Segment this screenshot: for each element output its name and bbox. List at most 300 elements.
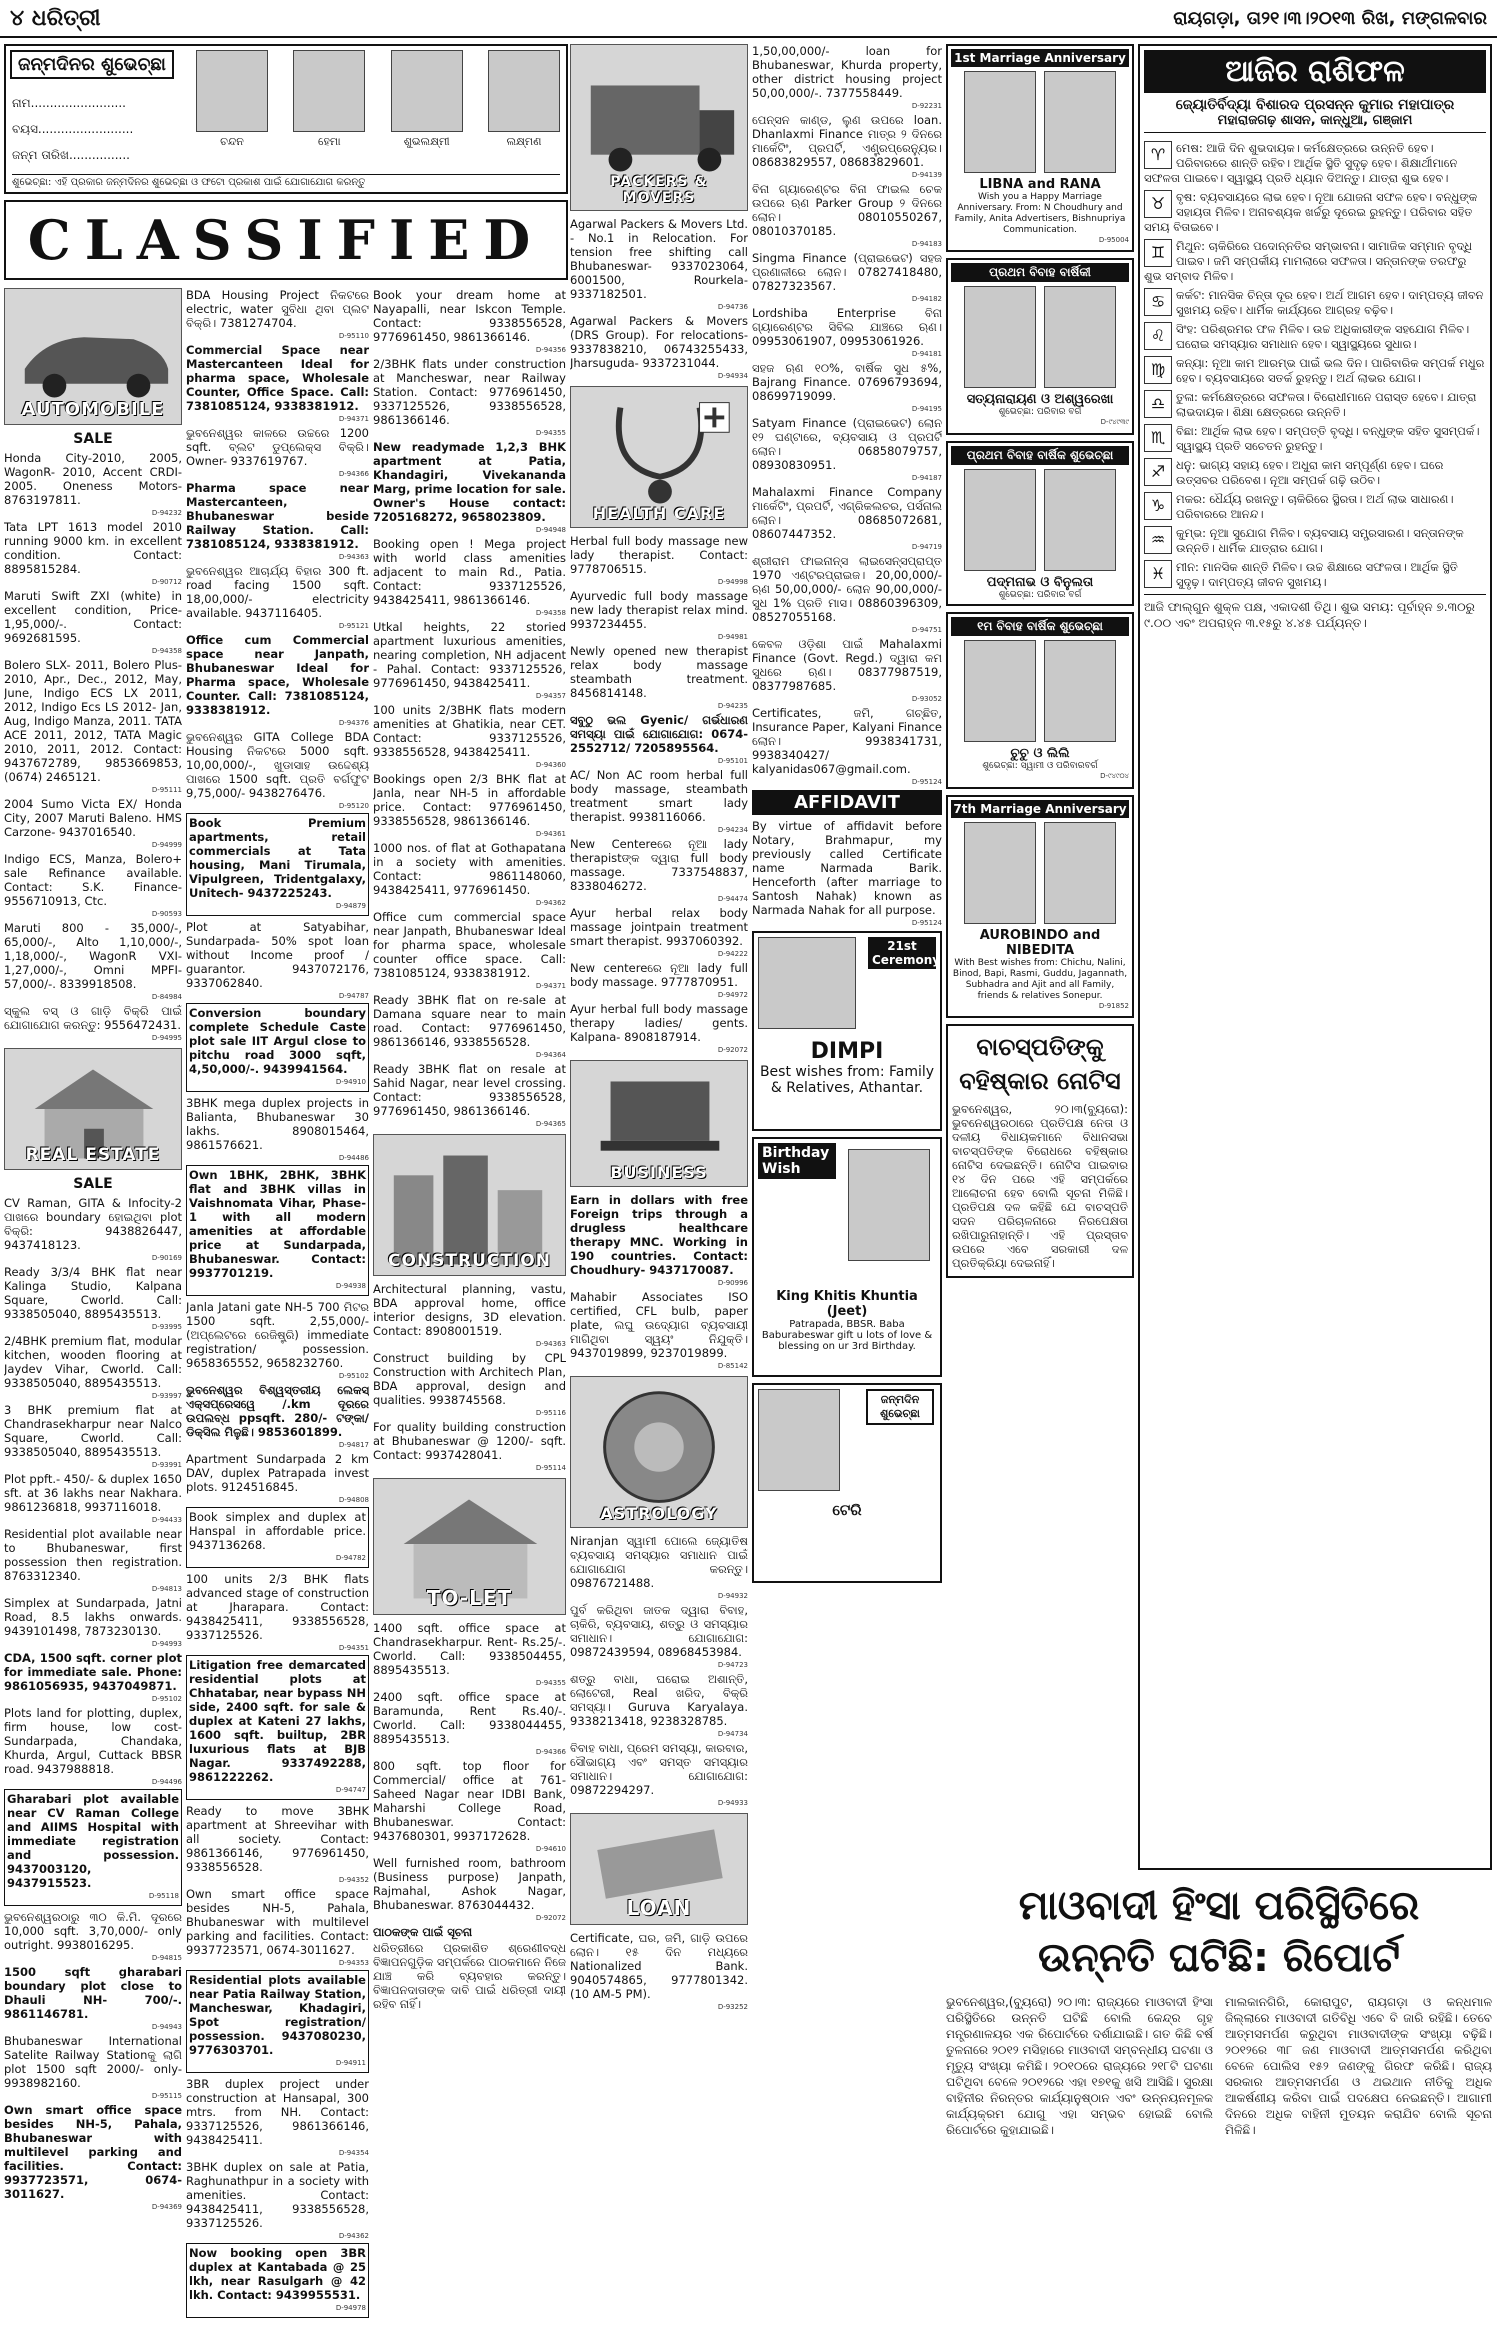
astrology-ads xyxy=(570,1534,748,1807)
ad-code: D-95111 xyxy=(151,786,182,794)
horoscope-text: ମୀନ: ମାନସିକ ଶାନ୍ତି ମିଳିବ। ଉଚ୍ଚ ଶିକ୍ଷାରେ ସଫଳତା। ଆର୍ଥିକ ସ୍ଥିତି ସୁଦୃଢ଼। ଦାମ୍ପତ୍ୟ ଜୀବନ ସୁଖମୟ। xyxy=(1176,560,1458,589)
horoscope-text: ମକର: ଧୈର୍ଯ୍ୟ ରଖନ୍ତୁ। ଚାକିରିରେ ସ୍ଥିରତା। ଅର୍ଥ ଲାଭ ସାଧାରଣ। ପରିବାରରେ ଆନନ୍ଦ। xyxy=(1176,492,1454,521)
ad-text: ସବୁଠୁ ଭଲ Gyenic/ ଗର୍ଭଧାରଣ ସମସ୍ୟା ପାଇଁ ଯୋଗାଯୋଗ: 0674-2552712/ 7205895564. xyxy=(570,713,748,755)
classified-ad xyxy=(186,1572,369,1652)
birthday-child-name: King Khitis Khuntia (Jeet) xyxy=(776,1289,918,1319)
ad-text: Gharabari plot available near CV Raman College and AIIMS Hospital with immediate registration and possession. 9437003120, 9437915523. xyxy=(7,1792,179,1890)
ad-text: Satyam Finance (ପ୍ରାଇଭେଟ) ଲୋନ ୧୨ ଘଣ୍ଟାରେ, ବ୍ୟବସାୟ ଓ ପ୍ରପର୍ଟି ଲୋନ। 06858079757, 08930830951. xyxy=(752,416,942,472)
tolet-ads xyxy=(373,1621,566,2011)
ad-code: D-93991 xyxy=(151,1461,182,1469)
ad-code: D-95114 xyxy=(535,1464,566,1472)
janmadina-box xyxy=(752,1383,942,1583)
classified-ad xyxy=(186,1655,369,1800)
packers-ads xyxy=(570,217,748,380)
ad-text: Herbal full body massage new lady therapist. Contact: 9778706515. xyxy=(570,534,748,576)
anniversary-wish: With Best wishes from: Chichu, Nalini, Binod, Bapi, Rasmi, Guddu, Jagannath, Subhadra and Ajit and all Family, friends & relatives Sonepur. xyxy=(952,958,1128,1001)
ad-code: D-94474 xyxy=(717,895,748,903)
horoscope-text: ସିଂହ: ପରିଶ୍ରମର ଫଳ ମିଳିବ। ଉଚ୍ଚ ଅଧିକାରୀଙ୍କ ସହଯୋଗ ମିଳିବ। ଘରୋଇ ସମସ୍ୟାର ସମାଧାନ ହେବ। ସ୍ୱାସ୍ଥ୍ୟରେ ସୁଧାର। xyxy=(1176,322,1470,351)
ad-code: D-93997 xyxy=(151,1392,182,1400)
ad-code: D-94782 xyxy=(335,1554,366,1562)
loan-image xyxy=(570,1813,748,1925)
zodiac-icon: ♏ xyxy=(1144,424,1172,452)
couple-names: ସତ୍ୟନାରାୟଣ ଓ ଅଶ୍ୱରେଖା xyxy=(966,392,1114,407)
loan-ads xyxy=(570,1931,748,2011)
ad-text: Bhubaneswar International Satelite Railway Stationକୁ ଲାଗି plot 1500 sqft 2000/- only- 9938982160. xyxy=(4,2034,182,2090)
portrait-photo xyxy=(964,822,1036,924)
classified-ad xyxy=(186,1452,369,1504)
zodiac-icon: ♒ xyxy=(1144,526,1172,554)
ad-text: Newly opened new therapist relax body massage steambath treatment. 8456814148. xyxy=(570,644,748,700)
ad-text: Own smart office space besides NH-5, Pahala, Bhubaneswar with multilevel parking and facilities. Contact: 9937723571, 0674-3011627. xyxy=(4,2103,182,2201)
ad-text: 3BR duplex project under construction at Hansapal, 300 mtrs. from NH. Contact: 9337125526, 9861366146, 9438425411. xyxy=(186,2077,369,2147)
ad-code: D-94356 xyxy=(535,346,566,354)
couple-names: AUROBINDO and NIBEDITA xyxy=(979,928,1101,958)
business-image xyxy=(570,1060,748,1187)
ad-text: 2004 Sumo Victa EX/ Honda City, 2007 Maruti Baleno. HMS Carzone- 9437016540. xyxy=(4,797,182,839)
ad-text: Maruti Swift ZXI (white) in excellent condition, Price- 1,95,000/-. Contact: 9692681595. xyxy=(4,589,182,645)
ad-text: Tata LPT 1613 model 2010 running 9000 km. in excellent condition. Contact: 8895815284. xyxy=(4,520,182,576)
ad-code: D-95124 xyxy=(911,919,942,927)
ad-code: D-94736 xyxy=(717,303,748,311)
horoscope-sign xyxy=(1144,424,1486,454)
column-1 xyxy=(4,288,182,2328)
ad-text: କେବଳ ଓଡ଼ିଶା ପାଇଁ Mahalaxmi Finance (Govt. Regd.) ଦ୍ୱାରା କମ ସୁଧରେ ଋଣ। 08377987519, 08377987685. xyxy=(752,637,942,693)
ad-text: ଭୁବନେଶ୍ୱର ଆଚାର୍ଯ୍ୟ ବିହାର 300 ft. road facing 1500 sqft. 18,00,000/- electricity available. 9437116405. xyxy=(186,564,369,620)
affidavit-heading: AFFIDAVIT xyxy=(752,790,942,815)
ad-code: D-94813 xyxy=(151,1585,182,1593)
ad-text: Well furnished room, bathroom (Business purpose) Janpath, Rajmahal, Ashok Nagar, Bhubaneswar. 8763044432. xyxy=(373,1856,566,1912)
janmadina-name: ଟେରି xyxy=(832,1501,862,1519)
ad-code: D-92072 xyxy=(717,1046,748,1054)
classified-ad xyxy=(186,1300,369,1380)
classified-ad xyxy=(4,1196,182,1262)
classified-ad xyxy=(4,1965,182,2031)
couple-photo xyxy=(951,640,1129,742)
classified-ad xyxy=(4,1789,182,1906)
construction-ads xyxy=(373,1282,566,1472)
ad-code: D-94496 xyxy=(151,1778,182,1786)
healthcare-ads xyxy=(570,534,748,1054)
ad-code: D-94365 xyxy=(535,1120,566,1128)
ad-text: Book your dream home at Nayapalli, near Iskcon Temple. Contact: 9338556528, 9776961450, 9861366146. xyxy=(373,288,566,344)
horoscope-sign xyxy=(1144,190,1486,235)
classified-ad xyxy=(186,920,369,1000)
ad-code: D-94358 xyxy=(535,609,566,617)
ad-text: Plot at Satyabihar, Sundarpada- 50% spot loan without Income proof / guarantor. 9437072176, 9337062840. xyxy=(186,920,369,990)
zodiac-icon: ♊ xyxy=(1144,239,1172,267)
ad-code: D-90996 xyxy=(717,1279,748,1287)
ad-code: D-93995 xyxy=(151,1323,182,1331)
ad-text: Certificate, ଘର, ଜମି, ଗାଡ଼ି ଉପରେ ଲୋନ। ୧୫ ଦିନ ମଧ୍ୟରେ Nationalized Bank. 9040574865, 9777801342. (10 AM-5 PM). xyxy=(570,1931,748,2001)
classified-ad xyxy=(186,1887,369,1967)
loan-label: LOAN xyxy=(626,1896,692,1920)
ad-code: D-94195 xyxy=(911,405,942,413)
couple-photo xyxy=(951,71,1129,173)
ad-text: Own smart office space besides NH-5, Pahala, Bhubaneswar with multilevel parking and facilities. Contact: 9937723571, 0674-3011627. xyxy=(186,1887,369,1957)
ad-text: Agarwal Packers & Movers Ltd. - No.1 in Relocation. For tension free shifting call Bhubaneswar- 9337023064, 6001500, Rourkela- 9337182501. xyxy=(570,217,748,301)
horoscope-text: କୁମ୍ଭ: ନୂଆ ସୁଯୋଗ ମିଳିବ। ବ୍ୟବସାୟ ସମ୍ପ୍ରସାରଣ। ସନ୍ତାନଙ୍କ ଉନ୍ନତି। ଧାର୍ମିକ ଯାତ୍ରାର ଯୋଗ। xyxy=(1176,526,1464,555)
ad-code: D-94734 xyxy=(717,1730,748,1738)
ad-code: D-94351 xyxy=(338,1644,369,1652)
anniversary-title: ପ୍ରଥମ ବିବାହ ବାର୍ଷିକ ଶୁଭେଚ୍ଛା xyxy=(951,446,1129,465)
anniversary-ads xyxy=(946,44,1134,1018)
classified-ad xyxy=(4,1527,182,1593)
tolet-image xyxy=(373,1478,566,1615)
ad-text: BDA Housing Project ନିକଟରେ electric, water ସୁବିଧା ଥିବା ପ୍ଲଟ ବିକ୍ରି। 7381274704. xyxy=(186,288,369,330)
ad-code: D-94999 xyxy=(151,841,182,849)
ad-text: Maruti 800 - 35,000/-, 65,000/-, Alto 1,10,000/-, 1,18,000/-, WagonR VXI- 1,27,000/-, Omni MPFI- 57,000/-. 8339918508. xyxy=(4,921,182,991)
birthday-person xyxy=(488,50,560,149)
portrait-photo xyxy=(964,640,1036,742)
real-estate-image xyxy=(4,1048,182,1170)
ad-code: D-94998 xyxy=(717,578,748,586)
real-estate-ads xyxy=(4,1196,182,2211)
ad-text: 3BHK mega duplex projects in Balianta, Bhubaneswar 30 lakhs. 8908015464, 9861576621. xyxy=(186,1096,369,1152)
zodiac-icon: ♈ xyxy=(1144,141,1172,169)
ad-text: CV Raman, GITA & Infocity-2 ପାଖରେ boundary ହୋଇଥିବା plot ବିକ୍ରି: 9438826447, 9437418123. xyxy=(4,1196,182,1252)
ad-text: Bookings open 2/3 BHK flat at Janla, near NH-5 in affordable price. Contact: 9776961450, 9338556528, 9861366146. xyxy=(373,772,566,828)
ad-text: Book Premium apartments, retail commercials at Tata housing, Mani Tirumala, Vipulgreen, Tridentgalaxy, Unitech- 9437225243. xyxy=(189,816,366,900)
ad-text: ଧରିତ୍ରୀରେ ପ୍ରକାଶିତ ଶ୍ରେଣୀବଦ୍ଧ ବିଜ୍ଞାପନଗୁଡ଼ିକ ସମ୍ପର୍କରେ ପାଠକମାନେ ନିଜେ ଯାଞ୍ଚ କରି ବ୍ୟବହାର କରନ୍ତୁ। ବିଜ୍ଞାପନଦାତାଙ୍କ ଦାବି ପାଇଁ ଧରିତ୍ରୀ ଦାୟୀ ରହିବ ନାହିଁ। xyxy=(373,1941,566,2011)
ad-text: Lordshiba Enterprise ବିନା ଗ୍ୟାରେଣ୍ଟର ସିବିଲ ଯାଞ୍ଚରେ ଋଣ। 09953061907, 09953061926. xyxy=(752,306,942,348)
ad-text: For quality building construction at Bhubaneswar @ 1200/- sqft. Contact: 9937428041. xyxy=(373,1420,566,1462)
ad-code: D-94808 xyxy=(338,1496,369,1504)
ad-code: D-94366 xyxy=(338,470,369,478)
zodiac-icon: ♎ xyxy=(1144,390,1172,418)
ad-text: 100 units 2/3BHK flats modern amenities at Ghatikia, near CET. Contact: 9337125526, 9338556528, 9438425411. xyxy=(373,703,566,759)
couple-names: ଚୁଚୁ ଓ ଲିଲି xyxy=(1010,746,1070,761)
classified-ad xyxy=(4,589,182,655)
horoscope-footer: ଆଜି ଫାଲ୍ଗୁନ ଶୁକ୍ଳ ପକ୍ଷ, ଏକାଦଶୀ ତିଥି। ଶୁଭ ସମୟ: ପୂର୍ବାହ୍ନ ୭.୩୦ରୁ ୯.୦୦ ଏବଂ ଅପରାହ୍ନ ୩.୧୫ରୁ ୪.୪୫ ପର୍ଯ୍ୟନ୍ତ। xyxy=(1144,594,1486,631)
ad-code: D-94355 xyxy=(535,1679,566,1687)
ad-text: Office cum Commercial space near Janpath, Bhubaneswar Ideal for Pharma space, Wholesale Counter. Call: 7381085124, 9338381912. xyxy=(186,633,369,717)
portrait-photo xyxy=(964,71,1036,173)
ad-text: Construct building by CPL Construction with Architech Plan, BDA approval, design and qualities. 9938745568. xyxy=(373,1351,566,1407)
tolet-label: TO-LET xyxy=(426,1586,513,1610)
classified-ad xyxy=(186,1165,369,1296)
ad-text: ବିନା ଗ୍ୟାରେଣ୍ଟର ବିନା ଫାଇଲ ଚେକ ଉପରେ ଋଣ Parker Group ୨ ଦିନରେ ଲୋନ। 08010550267, 08010370185. xyxy=(752,182,942,238)
ad-text: Ready to move 3BHK apartment at Shreevihar with all society. Contact: 9861366146, 9776961450, 9338556528. xyxy=(186,1804,369,1874)
ad-code: D-91852 xyxy=(1098,1002,1129,1010)
ad-text: Niranjan ସ୍ୱାମୀ ପୋଲେ ଜ୍ୟୋତିଷ ବ୍ୟବସାୟ ସମସ୍ୟାର ସମାଧାନ ପାଇଁ ଯୋଗାଯୋଗ କରନ୍ତୁ। 09876721488. xyxy=(570,1534,748,1590)
classified-ad xyxy=(4,1334,182,1400)
portrait-photo xyxy=(1044,286,1116,388)
astrology-label: ASTROLOGY xyxy=(600,1504,718,1523)
ad-text: Ready 3BHK flat on re-sale at Damana square near to main road. Contact: 9776961450, 9861366146, 9338556528. xyxy=(373,993,566,1049)
sale-heading-2: SALE xyxy=(73,1176,113,1192)
ad-text: 2/4BHK premium flat, modular kitchen, wooden flooring at Jaydev Vihar, Cworld. Call: 9338505040, 8895435513. xyxy=(4,1334,182,1390)
classified-ad xyxy=(373,288,566,354)
couple-photo xyxy=(951,286,1129,388)
ad-text: ପୁର୍ବ କରିଥିବା ଜାତକ ଦ୍ୱାରା ବିବାହ, ଚାକିରି, ବ୍ୟବସାୟ, ଶତ୍ରୁ ଓ ସମସ୍ୟାର ସମାଧାନ। ଯୋଗାଯୋଗ: 09872439594, 08968453984. xyxy=(570,1603,748,1659)
ad-code: D-94361 xyxy=(535,830,566,838)
ad-text: Earn in dollars with free Foreign trips through a drugless healthcare therapy MNC. Working in 190 countries. Contact: Choudhury- 9437170087. xyxy=(570,1193,748,1277)
horoscope-text: ବୃଷ: ବ୍ୟବସାୟରେ ଲାଭ ହେବ। ନୂଆ ଯୋଜନା ସଫଳ ହେବ। ବନ୍ଧୁଙ୍କ ସହାୟତା ମିଳିବ। ଅନାବଶ୍ୟକ ଖର୍ଚ୍ଚରୁ ଦୂରେଇ ରୁହନ୍ତୁ। ପରିବାର ସହିତ ସମୟ ବିତାଇବେ। xyxy=(1144,190,1478,234)
ad-text: Janla Jatani gate NH-5 700 ମିଟର 1500 sqft. 2,55,000/- (ଅପ୍ଲେଟରେ ରେଜିଷ୍ଟ୍ରି) immediate registration/ possession. 9658365552, 9658232760. xyxy=(186,1300,369,1370)
portrait-photo xyxy=(964,286,1036,388)
classified-ad xyxy=(4,852,182,918)
ad-code: D-95102 xyxy=(151,1695,182,1703)
ad-code: D-94719 xyxy=(911,543,942,551)
ad-code: D-94354 xyxy=(338,2149,369,2157)
horoscope-text: ଧନୁ: ଭାଗ୍ୟ ସହାୟ ହେବ। ଅଧୁରା କାମ ସମ୍ପୂର୍ଣ୍ଣ ହେବ। ଘରେ ଉତ୍ସବର ପରିବେଶ। ନୂଆ ସମ୍ପର୍କ ଗଢ଼ି ଉଠିବ। xyxy=(1176,458,1444,487)
ad-text: 100 units 2/3 BHK flats advanced stage of construction at Jharapara. Contact: 9438425411, 9338556528, 9337125526. xyxy=(186,1572,369,1642)
ad-code: D-95110 xyxy=(338,332,369,340)
ad-text: Booking open ! Mega project with world class amenities adjacent to main Rd., Patia. Contact: 9337125526, 9438425411, 9861366146. xyxy=(373,537,566,607)
classified-ad xyxy=(186,1804,369,1884)
zodiac-icon: ♉ xyxy=(1144,190,1172,218)
ad-code: D-94376 xyxy=(338,719,369,727)
apartment-ads xyxy=(373,288,566,1128)
column-2 xyxy=(186,288,369,2328)
classified-ad xyxy=(373,993,566,1059)
horoscope-sign xyxy=(1144,322,1486,352)
construction-label: CONSTRUCTION xyxy=(388,1251,551,1271)
ad-code: D-୯୪୯୦୪ xyxy=(1100,772,1129,780)
ad-code: D-94787 xyxy=(338,992,369,1000)
janmadina-photo xyxy=(758,1389,840,1491)
classified-ad xyxy=(4,451,182,517)
ad-code: D-94993 xyxy=(151,1640,182,1648)
notice-title: ବାଚସ୍ପତିଙ୍କୁ ବହିଷ୍କାର ନୋଟିସ xyxy=(959,1033,1121,1095)
horoscope-text: ବିଛା: ଆର୍ଥିକ ଲାଭ ହେବ। ସମ୍ପତ୍ତି ବୃଦ୍ଧି। ବନ୍ଧୁଙ୍କ ସହିତ ସୁସମ୍ପର୍କ। ସ୍ୱାସ୍ଥ୍ୟ ପ୍ରତି ସଚେତନ ରୁହନ୍ତୁ। xyxy=(1176,424,1480,453)
birthday-title: ଜନ୍ମଦିନର ଶୁଭେଚ୍ଛା xyxy=(10,50,174,79)
zodiac-icon: ♋ xyxy=(1144,288,1172,316)
person-name: ଲକ୍ଷ୍ମଣ xyxy=(506,135,542,148)
classified-ad xyxy=(373,910,566,990)
news-headline-1: ମାଓବାଦୀ ହିଂସା ପରିସ୍ଥିତିରେ xyxy=(1018,1883,1420,1929)
janmadina-title: ଜନ୍ମଦିନ ଶୁଭେଚ୍ଛା xyxy=(866,1389,934,1425)
classified-ad xyxy=(4,2034,182,2100)
birthday-child-photo xyxy=(848,1149,930,1261)
classified-ad xyxy=(373,620,566,700)
horoscope-sign xyxy=(1144,390,1486,420)
ad-code: D-95118 xyxy=(148,1892,179,1900)
real-estate-label: REAL ESTATE xyxy=(25,1145,161,1165)
ceremony-name: DIMPI xyxy=(810,1039,884,1064)
portrait-photo xyxy=(196,50,268,132)
automobile-ads xyxy=(4,451,182,1042)
ad-code: D-94995 xyxy=(151,1034,182,1042)
masthead xyxy=(0,0,1497,38)
anniversary-title: ପ୍ରଥମ ବିବାହ ବାର୍ଷିକୀ xyxy=(951,263,1129,282)
construction-image xyxy=(373,1134,566,1276)
classified-ad xyxy=(373,357,566,437)
horoscope-sign xyxy=(1144,356,1486,386)
property-ads xyxy=(186,288,369,2318)
packers-label: PACKERS & MOVERS xyxy=(610,174,708,206)
ceremony-title: 21st Ceremony xyxy=(868,937,936,969)
ad-text: ବିବାହ ବାଧା, ପ୍ରେମ ସମସ୍ୟା, କାରବାର, ସୌଭାଗ୍ୟ ଏବଂ ସମସ୍ତ ସମସ୍ୟାର ସମାଧାନ। ଯୋଗାଯୋଗ: 09872294297. xyxy=(570,1741,748,1797)
ad-code: D-94234 xyxy=(717,826,748,834)
portrait-photo xyxy=(1044,469,1116,571)
ceremony-box xyxy=(752,931,942,1131)
ad-text: 3 BHK premium flat at Chandrasekharpur near Nalco Square, Cworld. Call: 9338505040, 8895435513. xyxy=(4,1403,182,1459)
horoscope-sign xyxy=(1144,288,1486,318)
birthday-wish-title: Birthday Wish xyxy=(758,1143,836,1179)
horoscope-text: ମେଷ: ଆଜି ଦିନ ଶୁଭଦାୟକ। କର୍ମକ୍ଷେତ୍ରରେ ଉନ୍ନତି ହେବ। ପରିବାରରେ ଶାନ୍ତି ରହିବ। ଆର୍ଥିକ ସ୍ଥିତି ସୁଦୃଢ଼ ହେବ। ଶିକ୍ଷାର୍ଥୀମାନେ ସଫଳତା ପାଇବେ। ସ୍ୱାସ୍ଥ୍ୟ ପ୍ରତି ଧ୍ୟାନ ଦିଅନ୍ତୁ। ଯାତ୍ରା ଶୁଭ ହେବ। xyxy=(1144,141,1458,185)
ad-code: D-95101 xyxy=(717,757,748,765)
zodiac-icon: ♓ xyxy=(1144,560,1172,588)
ad-text: Ready 3BHK flat on resale at Sahid Nagar, near level crossing. Contact: 9338556528, 9776961450, 9861366146. xyxy=(373,1062,566,1118)
ad-text: ସହଜ ଋଣ ୧୦%, ବାର୍ଷିକ ସୁଧ ୫%, Bajrang Finance. 07696793694, 08699719099. xyxy=(752,361,942,403)
horoscope-signs xyxy=(1144,141,1486,594)
classified-ad xyxy=(4,1472,182,1524)
ad-code: D-94911 xyxy=(335,2059,366,2067)
classified-ad xyxy=(186,1970,369,2073)
ad-code: D-94369 xyxy=(151,2203,182,2211)
ad-code: D-94879 xyxy=(335,902,366,910)
birthday-box xyxy=(4,44,568,194)
classified-ad xyxy=(373,440,566,534)
column-4 xyxy=(570,44,748,2328)
ad-code: D-84984 xyxy=(151,993,182,1001)
classified-ad xyxy=(186,1096,369,1162)
anniversary-box xyxy=(946,44,1134,252)
classified-ad xyxy=(4,1596,182,1648)
astrologer-address: ମହାରାଜଗଢ଼ ଶାସନ, କାନ୍ଧୁଆ, ଗଞ୍ଜାମ xyxy=(1144,113,1486,133)
classified-ad xyxy=(186,426,369,478)
classified-ad xyxy=(186,633,369,727)
ad-text: Certificates, ଜମି, ଗଚ୍ଛିତ, Insurance Paper, Kalyani Finance ଲୋନ। 9938341731, 9938340427/ kalyanidas067@gmail.com. xyxy=(752,706,942,776)
news-headline-2: ଉନ୍ନତି ଘଟିଛି: ରିପୋର୍ଟ xyxy=(1037,1935,1400,1981)
ad-code: D-94747 xyxy=(335,1786,366,1794)
ad-code: D-୯୪୯୩୯ xyxy=(1100,418,1129,426)
column-3 xyxy=(373,288,566,2328)
horoscope-box xyxy=(1138,44,1492,1870)
horoscope-sign xyxy=(1144,458,1486,488)
ad-code: D-94932 xyxy=(717,1592,748,1600)
ad-code: D-94353 xyxy=(338,1959,369,1967)
ad-code: D-93252 xyxy=(717,2003,748,2011)
ad-code: D-92072 xyxy=(535,1914,566,1922)
ad-text: Pharma space near Mastercanteen, Bhubaneswar beside Railway Station. Call: 7381085124, 9338381912. xyxy=(186,481,369,551)
ad-code: D-95116 xyxy=(535,1409,566,1417)
column-5 xyxy=(752,44,942,2328)
birthday-field: ନାମ......................... xyxy=(12,96,126,110)
ad-code: D-94981 xyxy=(717,633,748,641)
classified-ad xyxy=(4,520,182,586)
ad-code: D-94360 xyxy=(535,761,566,769)
ad-text: 2400 sqft. office space at Baramunda, Rent Rs.40/-. Cworld. Call: 9338044455, 8895435513. xyxy=(373,1690,566,1746)
anniversary-title: 1st Marriage Anniversary xyxy=(951,49,1129,67)
classified-ad xyxy=(4,1403,182,1469)
ad-code: D-94371 xyxy=(535,982,566,990)
ad-code: D-94363 xyxy=(338,553,369,561)
anniversary-wish: ଶୁଭେଚ୍ଛା: ପରିବାର ବର୍ଗ xyxy=(998,590,1082,600)
ad-text: Bolero SLX- 2011, Bolero Plus- 2010, Apr., Dec., 2012, May, June, Indigo ECS LX 2011, 2012, Indigo Ecs LS 2012- Jan, Aug, Indigo Manza, 2011. TATA ACE 2011, 2012, TATA Magic 2010, 2011, 2012. Contact: 9437672789, 9853669853, (0674) 2465121. xyxy=(4,658,182,784)
ad-text: Utkal heights, 22 storied apartment luxurious amenities, nearing completion, NH adjacent - Pahal. Contact: 9337125526, 9776961450, 9438425411. xyxy=(373,620,566,690)
ad-code: D-94232 xyxy=(151,509,182,517)
ad-text: Honda City-2010, 2005, WagonR- 2010, Accent CRDI- 2005. Oneness Motors- 8763197811. xyxy=(4,451,182,507)
horoscope-sign xyxy=(1144,239,1486,284)
ad-text: Indigo ECS, Manza, Bolero+ sale Refinance available. Contact: S.K. Finance- 9556710913, Ctc. xyxy=(4,852,182,908)
ad-text: Mahabir Associates ISO certified, CFL bulb, paper plate, ଲଘୁ ଉଦ୍ୟୋଗ ବ୍ୟବସାୟୀ ମାଗିଥିବା ସ୍ୱୟଂ ନିଯୁକ୍ତି। 9437019899, 9237019899. xyxy=(570,1290,748,1360)
ad-text: Own 1BHK, 2BHK, 3BHK flat and 3BHK villas in Vaishnomata Vihar, Phase-1 with all modern amenities at affordable price at Sundarpada, Bhubaneswar. Contact: 9937701219. xyxy=(189,1168,366,1280)
anniversary-wish: ଶୁଭେଚ୍ଛା: ପରିବାର ବର୍ଗ xyxy=(998,407,1082,417)
ad-code: D-90593 xyxy=(151,910,182,918)
classified-ad xyxy=(4,1910,182,1962)
horoscope-text: ତୁଳା: କର୍ମକ୍ଷେତ୍ରରେ ସଫଳତା। ବିରୋଧୀମାନେ ପରାସ୍ତ ହେବେ। ଯାତ୍ରା ଲାଭଦାୟକ। ଶିକ୍ଷା କ୍ଷେତ୍ରରେ ଉନ୍ନତି। xyxy=(1176,390,1477,419)
ad-text: New centereରେ ନୂଆ lady full body massage. 9777870951. xyxy=(570,961,748,989)
classified-ad xyxy=(4,1004,182,1042)
ad-code: D-92231 xyxy=(911,102,942,110)
horoscope-text: ମିଥୁନ: ଚାକିରିରେ ପଦୋନ୍ନତିର ସମ୍ଭାବନା। ସାମାଜିକ ସମ୍ମାନ ବୃଦ୍ଧି ପାଇବ। ଜମି ସମ୍ପର୍କୀୟ ମାମଲାରେ ସଫଳତା। ସନ୍ତାନଙ୍କ ତରଫରୁ ଶୁଭ ସମ୍ବାଦ ମିଳିବ। xyxy=(1144,239,1473,283)
classified-ad xyxy=(186,2243,369,2318)
portrait-photo xyxy=(1044,640,1116,742)
ad-code: D-94943 xyxy=(151,2023,182,2031)
ad-code: D-94751 xyxy=(911,626,942,634)
classified-ad xyxy=(186,2077,369,2157)
zodiac-icon: ♌ xyxy=(1144,322,1172,350)
anniversary-box xyxy=(946,441,1134,606)
birthday-fields xyxy=(12,90,172,168)
anniversary-title: 7th Marriage Anniversary xyxy=(951,800,1129,818)
ad-code: D-94364 xyxy=(535,1051,566,1059)
section-name: ୪ ଧରିତ୍ରୀ xyxy=(10,5,101,31)
ad-code: D-94910 xyxy=(335,1078,366,1086)
ad-text: New Centereରେ ନୂଆ lady therapistଙ୍କ ଦ୍ୱାରା full body massage. 7337548837, 8338046272. xyxy=(570,837,748,893)
ad-text: Ayur herbal full body massage therapy ladies/ gents. Kalpana- 8908187914. xyxy=(570,1002,748,1044)
business-label: BUSINESS xyxy=(610,1163,708,1182)
anniversary-box xyxy=(946,612,1134,789)
ad-code: D-94357 xyxy=(535,692,566,700)
classified-ad xyxy=(4,1706,182,1786)
classified-ad xyxy=(373,537,566,617)
ad-code: D-90169 xyxy=(151,1254,182,1262)
couple-names: LIBNA and RANA xyxy=(979,177,1101,192)
classified-ad xyxy=(4,658,182,794)
notice-box xyxy=(946,1024,1134,1278)
portrait-photo xyxy=(488,50,560,132)
portrait-photo xyxy=(964,469,1036,571)
ad-code: D-94371 xyxy=(338,415,369,423)
ad-text: ପାଠକଙ୍କ ପାଇଁ ସୂଚନା xyxy=(373,1925,473,1939)
classified-ad xyxy=(4,921,182,1001)
birthday-field: ଜନ୍ମ ତାରିଖ................ xyxy=(12,148,130,162)
astrologer-name: ଜ୍ୟୋତିର୍ବିଦ୍ୟା ବିଶାରଦ ପ୍ରସନ୍ନ କୁମାର ମହାପାତ୍ର xyxy=(1175,97,1455,113)
ad-text: ପେନ୍ସନ କାଣ୍ଡ, ଲୁଣ ଉପରେ loan. Dhanlaxmi Finance ମାତ୍ର ୨ ଦିନରେ ମାର୍କେଟିଂ, ପ୍ରପର୍ଟି, ଏଣ୍ଟ୍ରପ୍ରେନ୍ୟୁର। 08683829557, 08683829601. xyxy=(752,113,942,169)
portrait-photo xyxy=(391,50,463,132)
ad-text: 1500 sqft gharabari boundary plot close to Dhauli NH- 700/-. 9861146781. xyxy=(4,1965,182,2021)
ad-code: D-94972 xyxy=(717,991,748,999)
classified-ad xyxy=(186,2160,369,2240)
ad-code: D-94938 xyxy=(335,1282,366,1290)
zodiac-icon: ♍ xyxy=(1144,356,1172,384)
anniversary-box xyxy=(946,795,1134,1018)
ad-code: D-94182 xyxy=(911,295,942,303)
dateline: ରାୟଗଡ଼ା, ତା୨୧।୩।୨୦୧୩ ରିଖ, ମଙ୍ଗଳବାର xyxy=(1173,7,1487,29)
classified-ad xyxy=(4,1265,182,1331)
portrait-photo xyxy=(293,50,365,132)
ad-text: ସ୍କୁଲ ବସ୍ ଓ ଗାଡ଼ି ବିକ୍ରି ପାଇଁ ଯୋଗାଯୋଗ କରନ୍ତୁ: 9556472431. xyxy=(4,1004,182,1032)
ad-code: D-94187 xyxy=(911,474,942,482)
person-name: ହେମା xyxy=(317,135,341,148)
classified-banner xyxy=(4,200,568,280)
classified-ad xyxy=(186,1507,369,1568)
business-ads xyxy=(570,1193,748,1370)
notice-body: ଭୁବନେଶ୍ୱର, ୨୦।୩(ବ୍ୟୁରୋ): ଭୁବନେଶ୍ୱରଠାରେ ପ୍ରତିପକ୍ଷ ନେତା ଓ ଦଳୀୟ ବିଧାୟକମାନେ ବିଧାନସଭା ବାଚସ୍ପତିଙ୍କ ବିରୋଧରେ ବହିଷ୍କାର ନୋଟିସ ଦେଇଛନ୍ତି। ନୋଟିସ ପାଇବାର ୧୪ ଦିନ ପରେ ଏହି ସମ୍ପର୍କରେ ଆଲୋଚନା ହେବ ବୋଲି ସୂଚନା ମିଳିଛି। ପ୍ରତିପକ୍ଷ ଦଳ କହିଛି ଯେ ବାଚସ୍ପତି ସଦନ ପରିଚାଳନାରେ ନିରପେକ୍ଷତା ରଖିପାରୁନାହାନ୍ତି। ଏହି ପ୍ରସ୍ତାବ ଉପରେ ଏବେ ସରକାରୀ ଦଳ ପ୍ରତିକ୍ରିୟା ଦେଇନାହିଁ। xyxy=(952,1102,1128,1270)
ad-text: 1,50,00,000/- loan for Bhubaneswar, Khurda property, other district housing project 50,00,000/-. 7377558449. xyxy=(752,44,942,100)
classified-ad xyxy=(4,797,182,849)
ad-code: D-95004 xyxy=(1098,236,1129,244)
ad-text: Ayurvedic full body massage new lady therapist relax mind. 9937234455. xyxy=(570,589,748,631)
ad-code: D-94183 xyxy=(911,240,942,248)
horoscope-title: ଆଜିର ରାଶିଫଳ xyxy=(1144,50,1486,93)
ad-code: D-94948 xyxy=(535,526,566,534)
ad-text: Residential plots available near Patia Railway Station, Mancheswar, Khadagiri, Spot registration/ possession. 9437080230, 9776303701. xyxy=(189,1973,366,2057)
classified-ad xyxy=(186,343,369,423)
